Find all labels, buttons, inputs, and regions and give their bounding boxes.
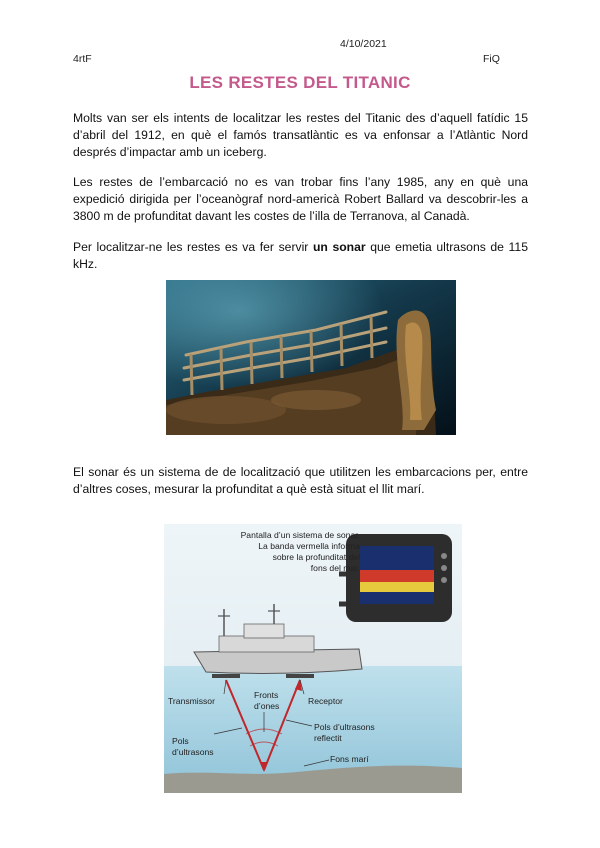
label-receiver: Receptor — [308, 696, 343, 706]
label-reflected-pulse-2: reflectit — [314, 733, 342, 743]
label-emitted-pulse-2: d’ultrasons — [172, 747, 214, 757]
label-transmitter: Transmissor — [168, 696, 215, 706]
paragraph-sonar-definition: El sonar és un sistema de de localització que utilitzen les embarcacions per, entre d’altres coses, mesurar la profunditat a què està situat el llit marí. — [73, 465, 528, 496]
titanic-wreck-photo — [166, 280, 456, 435]
caption-line-4: fons del mar. — [310, 563, 360, 573]
subject-code: FiQ — [483, 53, 500, 65]
label-reflected-pulse-1: Pols d’ultrasons — [314, 722, 375, 732]
caption-line-3: sobre la profunditat del — [272, 552, 360, 562]
label-emitted-pulse-1: Pols — [172, 736, 189, 746]
class-code: 4rtF — [73, 53, 92, 65]
sonar-text-before: Per localitzar-ne les restes es va fer servir — [73, 240, 313, 254]
document-date: 4/10/2021 — [340, 38, 387, 50]
paragraph-discovery: Les restes de l’embarcació no es van trobar fins l’any 1985, any en què una expedició dirigida per l’oceanògraf nord-americà Robert Ballard va descobrir-les a 3800 m de profunditat davant les costes de l’illa de Terranova, al Canadà. — [73, 175, 528, 223]
paragraph-sonar-use — [73, 239, 528, 273]
caption-line-1: Pantalla d’un sistema de sonar. — [240, 530, 360, 540]
sonar-text-after: que emetia ultrasons de 115 kHz. — [73, 240, 528, 271]
sonar-diagram — [164, 524, 462, 793]
page-title: LES RESTES DEL TITANIC — [189, 73, 411, 92]
caption-line-2: La banda vermella informa — [258, 541, 360, 551]
label-seabed: Fons marí — [330, 754, 369, 764]
label-wavefront-1: Fronts — [254, 690, 279, 700]
label-wavefront-2: d’ones — [254, 701, 280, 711]
sonar-text-bold: un sonar — [312, 240, 366, 254]
paragraph-intro: Molts van ser els intents de localitzar les restes del Titanic des d’aquell fatídic 15 d’abril del 1912, en què el famós transatlàntic es va enfonsar a l’Atlàntic Nord després d’impactar amb un iceberg. — [73, 111, 528, 159]
